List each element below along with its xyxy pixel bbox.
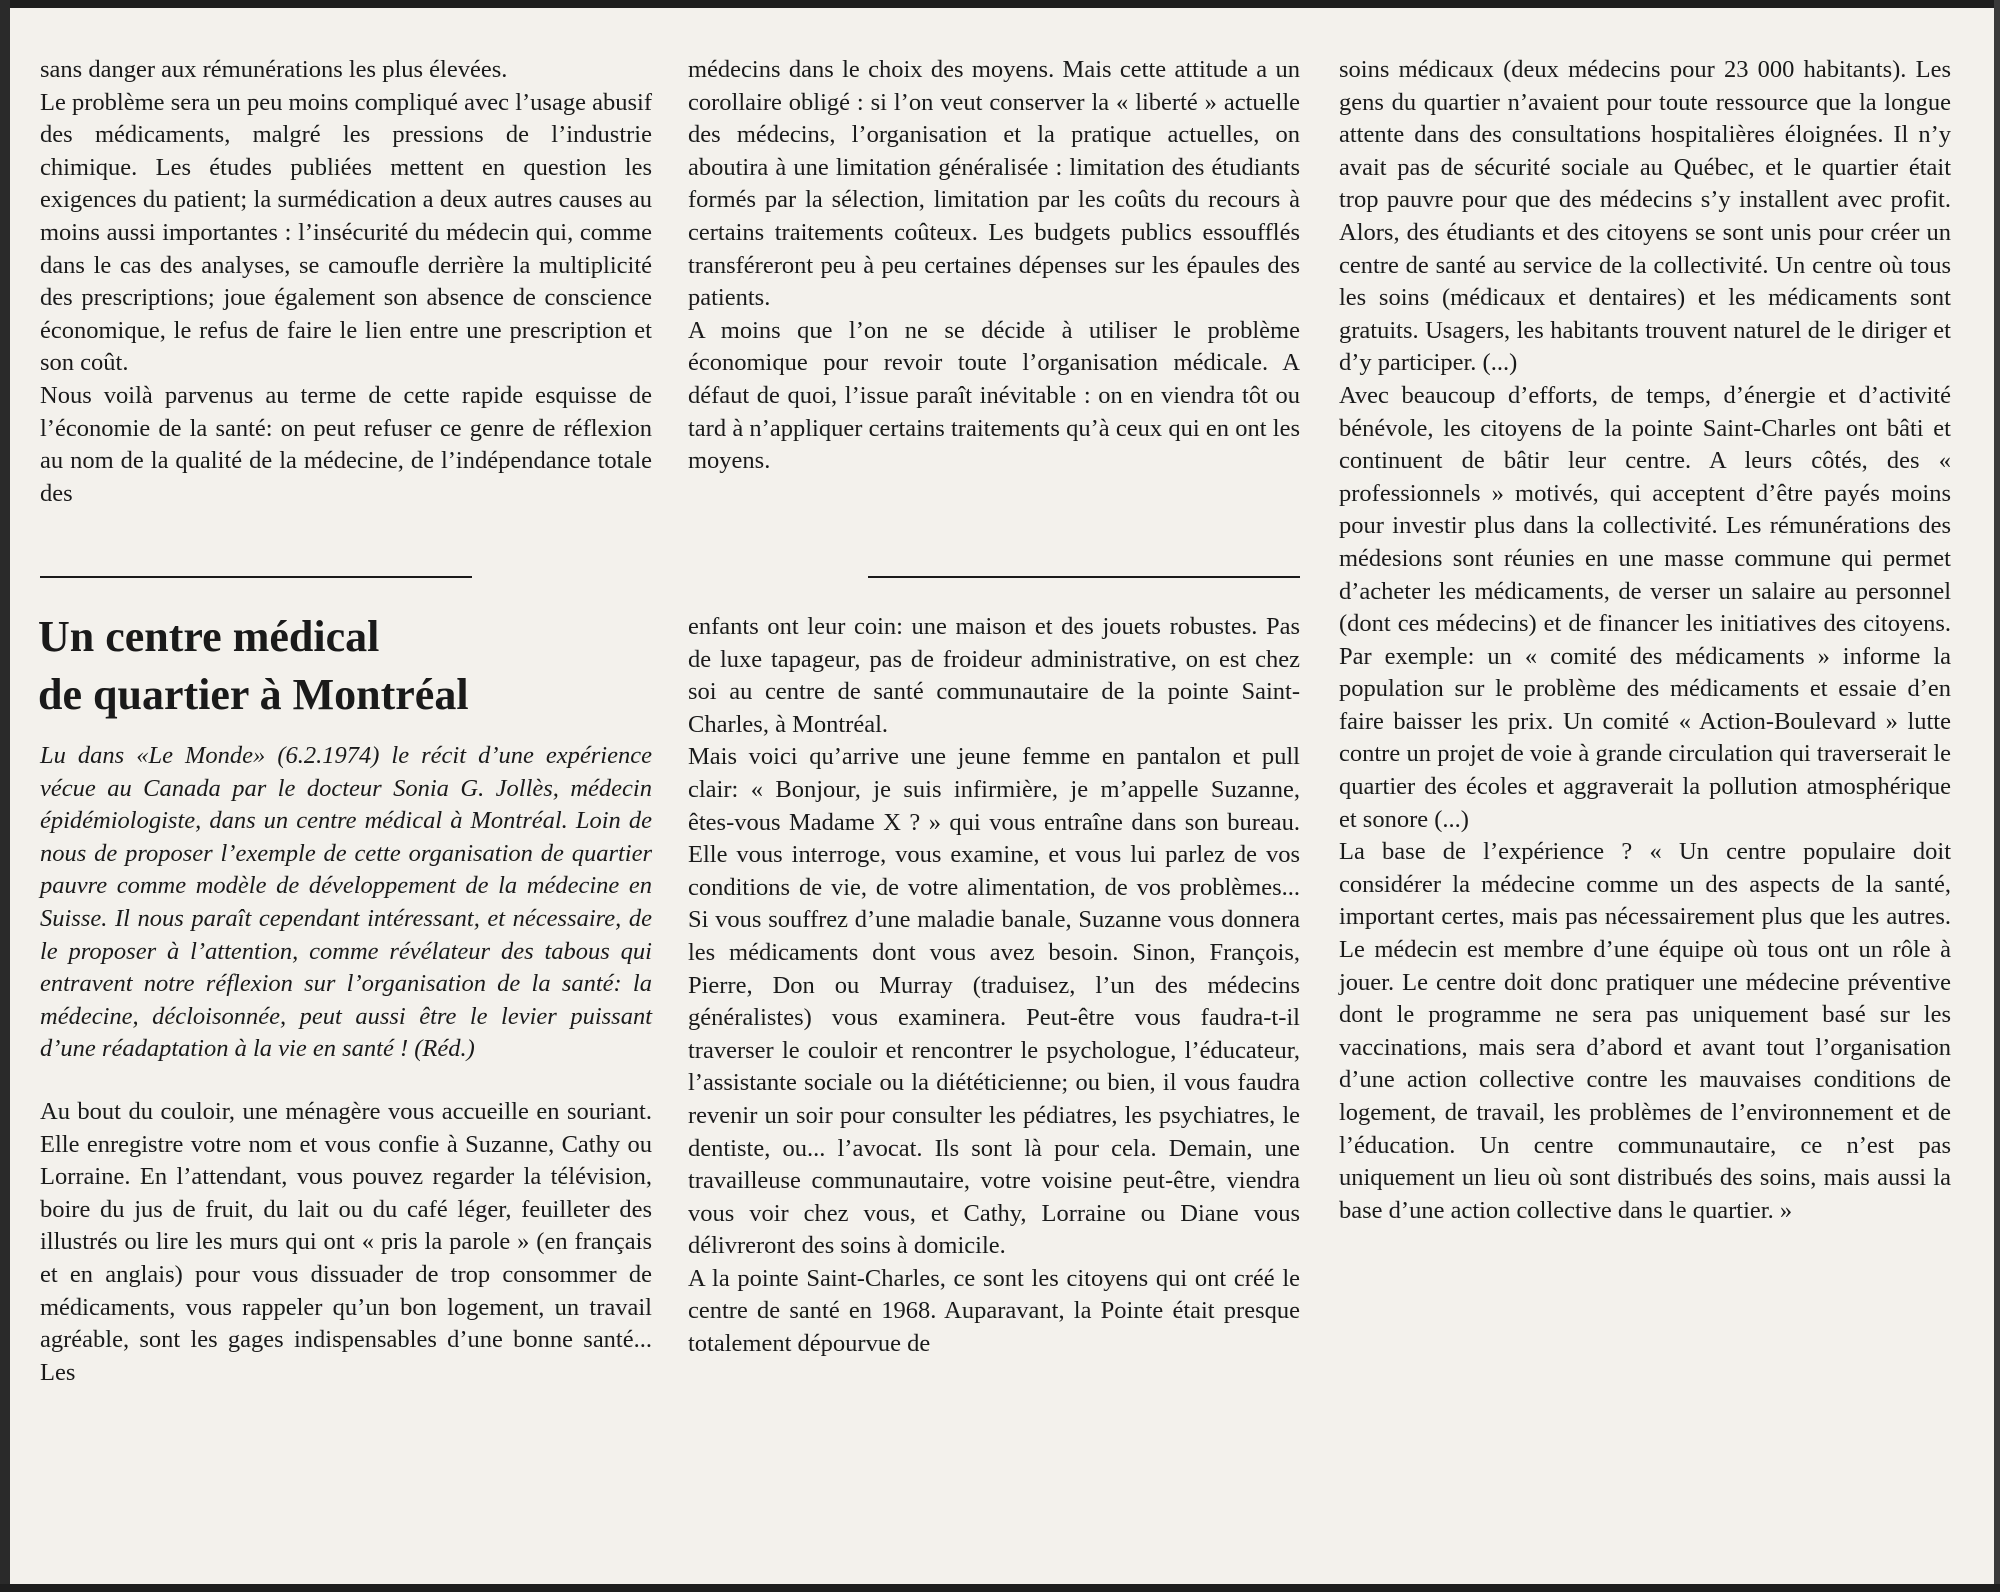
paragraph: sans danger aux rémunérations les plus élevées. (40, 56, 508, 83)
headline-line-1: Un centre médical (38, 612, 380, 661)
column-3 (1339, 54, 1951, 1227)
paragraph: Le problème sera un peu moins compliqué avec l’usage abusif des médicaments, malgré les pressions de l’industrie chimique. Les études publiées mettent en question les exigences du patient; la surmédication a deux autres causes au moins aussi importantes : l’insécurité du médecin qui, comme dans le cas des analyses, se camoufle derrière la multiplicité des prescriptions; joue également son absence de conscience économique, le refus de faire le lien entre une prescription et son coût. (40, 88, 652, 377)
column-1-bottom (40, 740, 652, 1389)
paragraph: La base de l’expérience ? « Un centre populaire doit considérer la médecine comme un des aspects de la santé, important certes, mais pas nécessairement plus que les autres. Le médecin est membre d’une équipe où tous ont un rôle à jouer. Le centre doit donc pratiquer une médecine préventive dont le programme ne sera pas uniquement basé sur les vaccinations, mais sera d’abord et avant tout l’organisation d’une action collective contre les mauvaises conditions de logement, de travail, les problèmes de l’environnement et de l’éducation. Un centre communautaire, ce n’est pas uniquement un lieu où sont distribués des soins, mais aussi la base d’une action collective dans le quartier. » (1339, 838, 1951, 1224)
paragraph: Au bout du couloir, une ménagère vous accueille en souriant. Elle enregistre votre nom et vous confie à Suzanne, Cathy ou Lorraine. En l’attendant, vous pouvez regarder la télévision, boire du jus de fruit, du lait ou du café léger, feuilleter des illustrés ou lire les murs qui ont « pris la parole » (en français et en anglais) pour vous dissuader de trop consommer de médicaments, vous rappeler qu’un bon logement, un travail agréable, sont les gages indispensables d’une bonne santé... Les (40, 1097, 652, 1386)
editorial-intro: Lu dans «Le Monde» (6.2.1974) le récit d’une expérience vécue au Canada par le docteur Sonia G. Jollès, médecin épidémiologiste, dans un centre médical à Montréal. Loin de nous de proposer l’exemple de cette organisation de quartier pauvre comme modèle de développement de la médecine en Suisse. Il nous paraît cependant intéressant, et nécessaire, de le proposer à l’attention, comme révélateur des tabous qui entravent notre réflexion sur l’organisation de la santé: la médecine, décloisonnée, peut aussi être le levier puissant d’une réadaptation à la vie en santé ! (Réd.) (40, 742, 652, 1063)
scan-border-left (0, 0, 10, 1592)
scan-border-top (0, 0, 2000, 8)
section-divider-middle (868, 576, 1300, 578)
column-1-top (40, 54, 652, 510)
scan-border-right (1994, 0, 2000, 1592)
column-2-bottom (688, 611, 1300, 1361)
paragraph: enfants ont leur coin: une maison et des jouets robustes. Pas de luxe tapageur, pas de froideur administrative, on est chez soi au centre de santé communautaire de la pointe Saint-Charles, à Montréal. (688, 613, 1300, 738)
section-divider-left (40, 576, 472, 578)
paragraph: A moins que l’on ne se décide à utiliser le problème économique pour revoir toute l’organisation médicale. A défaut de quoi, l’issue paraît inévitable : on en viendra tôt ou tard à n’appliquer certains traitements qu’à ceux qui en ont les moyens. (688, 316, 1300, 475)
paragraph: Mais voici qu’arrive une jeune femme en pantalon et pull clair: « Bonjour, je suis infirmière, je m’appelle Suzanne, êtes-vous Madame X ? » qui vous entraîne dans son bureau. Elle vous interroge, vous examine, et vous lui parlez de vos conditions de vie, de votre alimentation, de vos problèmes... Si vous souffrez d’une maladie banale, Suzanne vous donnera les médicaments dont vous avez besoin. Sinon, François, Pierre, Don ou Murray (traduisez, l’un des médecins généralistes) vous examinera. Peut-être vous faudra-t-il traverser le couloir et rencontrer le psychologue, l’éducateur, l’assistante sociale ou la diététicienne; ou bien, il vous faudra revenir un soir pour consulter les pédiatres, les psychiatres, le dentiste, ou... l’avocat. Ils sont là pour cela. Demain, une travailleuse communautaire, votre voisine peut-être, viendra vous voir chez vous, et Cathy, Lorraine ou Diane vous délivreront des soins à domicile. (688, 743, 1300, 1260)
paragraph: Avec beaucoup d’efforts, de temps, d’énergie et d’activité bénévole, les citoyens de la pointe Saint-Charles ont bâti et continuent de bâtir leur centre. A leurs côtés, des « professionnels » motivés, qui acceptent d’être payés moins pour investir plus dans la collectivité. Les rémunérations des médesions sont réunies en une masse commune qui permet d’acheter les médicaments, de verser un salaire au personnel (dont ces médecins) et de financer les initiatives des citoyens. Par exemple: un « comité des médicaments » informe la population sur le problème des médicaments et essaie d’en faire baisser les prix. Un comité « Action-Boulevard » lutte contre un projet de voie à grande circulation qui traverserait le quartier des écoles et aggraverait la pollution atmosphérique et sonore (...) (1339, 381, 1951, 833)
headline-line-2: de quartier à Montréal (38, 670, 469, 719)
paragraph: Nous voilà parvenus au terme de cette rapide esquisse de l’économie de la santé: on peut refuser ce genre de réflexion au nom de la qualité de la médecine, de l’indépendance totale des (40, 381, 652, 507)
article-headline (38, 608, 658, 724)
scan-border-bottom (0, 1584, 2000, 1592)
column-2-top (688, 54, 1300, 478)
paragraph: A la pointe Saint-Charles, ce sont les citoyens qui ont créé le centre de santé en 1968. Auparavant, la Pointe était presque totalement dépourvue de (688, 1264, 1300, 1358)
paragraph: médecins dans le choix des moyens. Mais cette attitude a un corollaire obligé : si l’on veut conserver la « liberté » actuelle des médecins, l’organisation et la pratique actuelles, on aboutira à une limitation généralisée : limitation des étudiants formés par la sélection, limitation par les coûts du recours à certains traitements coûteux. Les budgets publics essoufflés transféreront peu à peu certaines dépenses sur les épaules des patients. (688, 56, 1300, 312)
paragraph: soins médicaux (deux médecins pour 23 000 habitants). Les gens du quartier n’avaient pour toute ressource que la longue attente dans des consultations hospitalières éloignées. Il n’y avait pas de sécurité sociale au Québec, et le quartier était trop pauvre pour que des médecins s’y installent avec profit. Alors, des étudiants et des citoyens se sont unis pour créer un centre de santé au service de la collectivité. Un centre où tous les soins (médicaux et dentaires) et les médicaments sont gratuits. Usagers, les habitants trouvent naturel de le diriger et d’y participer. (...) (1339, 56, 1951, 377)
